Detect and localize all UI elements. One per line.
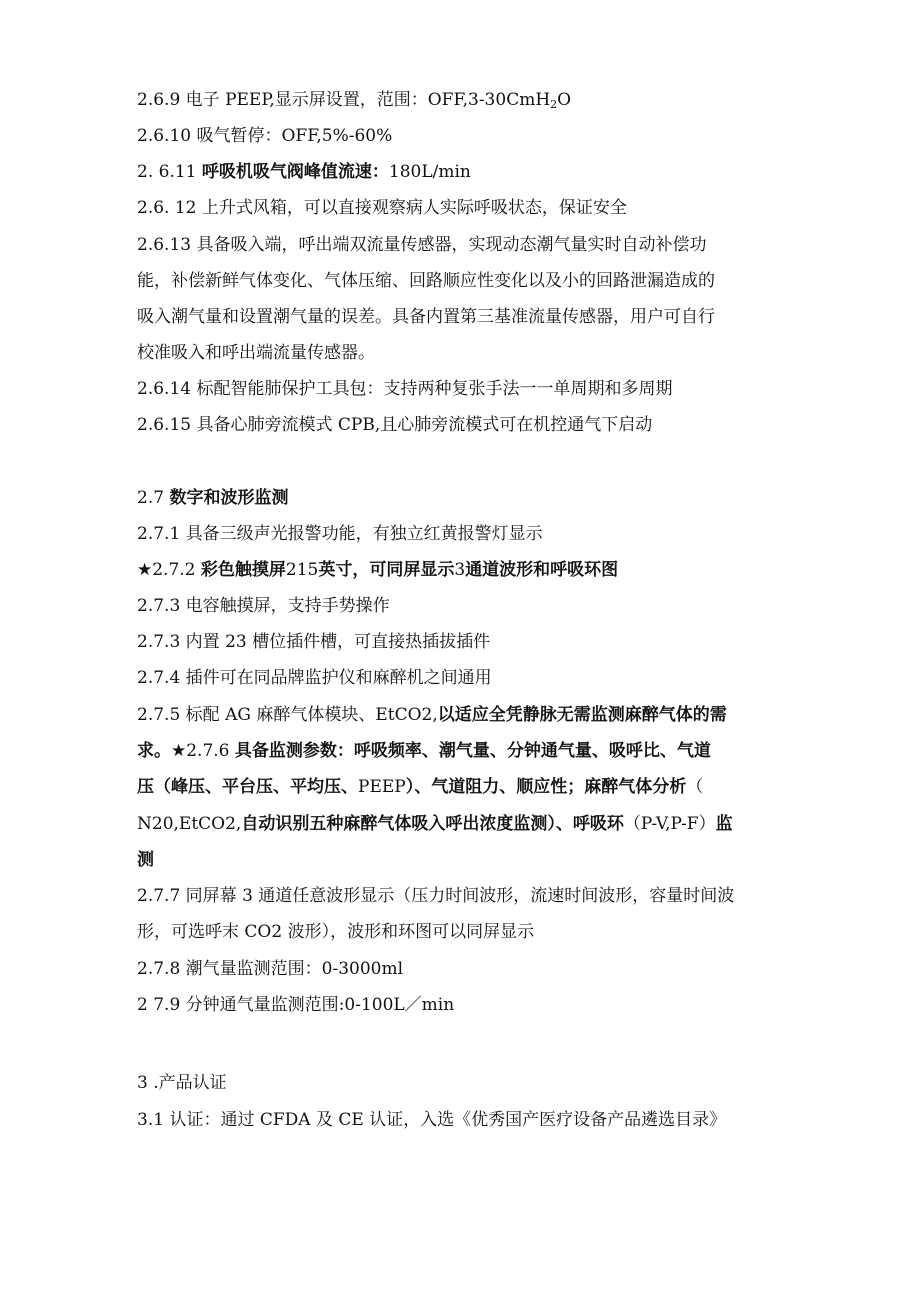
- item-text: N20,EtCO2,: [137, 814, 242, 834]
- item-number: 3: [454, 560, 466, 580]
- item-2-6-12: 2.6. 12 上升式风箱，可以直接观察病人实际呼吸状态，保证安全: [137, 198, 627, 218]
- item-bold-text: 通道波形和呼吸环图: [465, 560, 619, 580]
- item-text: PEEP: [358, 777, 406, 797]
- item-bold-text: 具备监测参数：呼吸频率、潮气量、分钟通气量、吸呼比、气道: [234, 741, 711, 761]
- item-bold-text: 自动识别五种麻醉气体吸入呼出浓度监测）、呼吸环: [241, 814, 624, 834]
- item-2-6-11: [137, 161, 471, 183]
- item-2-7-3-b: 2.7.3 内置 23 槽位插件槽，可直接热插拔插件: [137, 632, 491, 652]
- item-bold-text: 求。: [137, 741, 171, 761]
- item-2-7-7-line-1: 2.7.7 同屏幕 3 通道任意波形显示（压力时间波形，流速时间波形，容量时间波: [137, 886, 735, 906]
- item-2-7-2: [137, 559, 618, 581]
- item-2-6-10: 2.6.10 吸气暂停：OFF,5%-60%: [137, 126, 393, 146]
- item-2-6-13-line-1: 2.6.13 具备吸入端，呼出端双流量传感器，实现动态潮气量实时自动补偿功: [137, 235, 707, 255]
- item-number: 2. 6.11: [137, 162, 202, 182]
- item-2-6-15: 2.6.15 具备心肺旁流模式 CPB,且心肺旁流模式可在机控通气下启动: [137, 415, 653, 435]
- heading-number: 2.7: [137, 488, 170, 508]
- item-2-7-5-line-4: [137, 813, 733, 835]
- item-bold-text: 压（峰压、平台压、平均压、: [137, 777, 358, 797]
- item-2-6-13-line-4: 校准吸入和呼出端流量传感器。: [137, 343, 375, 363]
- item-2-6-14: 2.6.14 标配智能肺保护工具包：支持两种复张手法一一单周期和多周期: [137, 379, 673, 399]
- item-2-7-1: 2.7.1 具备三级声光报警功能，有独立红黄报警灯显示: [137, 524, 543, 544]
- item-2-7-5-line-2: [137, 740, 711, 762]
- item-bold-text: ）、气道阻力、顺应性；麻醉气体分析: [405, 777, 687, 797]
- item-2-7-4: 2.7.4 插件可在同品牌监护仪和麻醉机之间通用: [137, 668, 492, 688]
- item-2-7-5-line-3: [137, 776, 703, 798]
- item-text: 2.6.9 电子 PEEP,显示屏设置，范围：OFF,3-30CmH: [137, 90, 551, 110]
- heading-title: 数字和波形监测: [169, 488, 289, 508]
- item-bold-text: 监: [715, 814, 733, 834]
- item-text: 2.7.5 标配 AG 麻醉气体模块、EtCO2,: [137, 705, 438, 725]
- item-2-7-5-line-1: [137, 704, 727, 726]
- item-2-7-8: 2.7.8 潮气量监测范围：0-3000ml: [137, 959, 404, 979]
- subscript: 2: [550, 98, 558, 111]
- item-bold-text: 测: [137, 850, 154, 870]
- item-text: （: [686, 777, 704, 797]
- item-bold-text: 英寸，可同屏显示: [318, 560, 455, 580]
- item-2-7-7-line-2: 形，可选呼末 CO2 波形），波形和环图可以同屏显示: [137, 922, 535, 942]
- item-bold-text: 以适应全凭静脉无需监测麻醉气体的需: [437, 705, 727, 725]
- item-2-6-9: [137, 89, 571, 111]
- item-bold-text: 呼吸机吸气阀峰值流速：: [201, 162, 389, 182]
- item-2-7-5-line-5: [137, 849, 154, 871]
- item-text: 180L/min: [388, 162, 471, 182]
- item-prefix: ★2.7.6: [171, 741, 235, 761]
- item-prefix: ★2.7.2: [137, 560, 201, 580]
- item-2-6-13-line-2: 能，补偿新鲜气体变化、气体压缩、回路顺应性变化以及小的回路泄漏造成的: [137, 271, 715, 291]
- item-3-1: 3.1 认证：通过 CFDA 及 CE 认证，入选《优秀国产医疗设备产品遴选目录》: [137, 1110, 727, 1130]
- item-2-7-9: 2 7.9 分钟通气量监测范围:0-100L／min: [137, 995, 455, 1015]
- item-text: O: [557, 90, 572, 110]
- item-text: （P-V,P-F）: [623, 814, 716, 834]
- section-heading-2-7: [137, 487, 288, 509]
- item-bold-text: 彩色触摸屏: [200, 560, 286, 580]
- section-heading-3: 3 .产品认证: [137, 1073, 227, 1093]
- item-2-7-3-a: 2.7.3 电容触摸屏，支持手势操作: [137, 596, 390, 616]
- item-number: 215: [285, 560, 319, 580]
- item-2-6-13-line-3: 吸入潮气量和设置潮气量的误差。具备内置第三基准流量传感器，用户可自行: [137, 307, 715, 327]
